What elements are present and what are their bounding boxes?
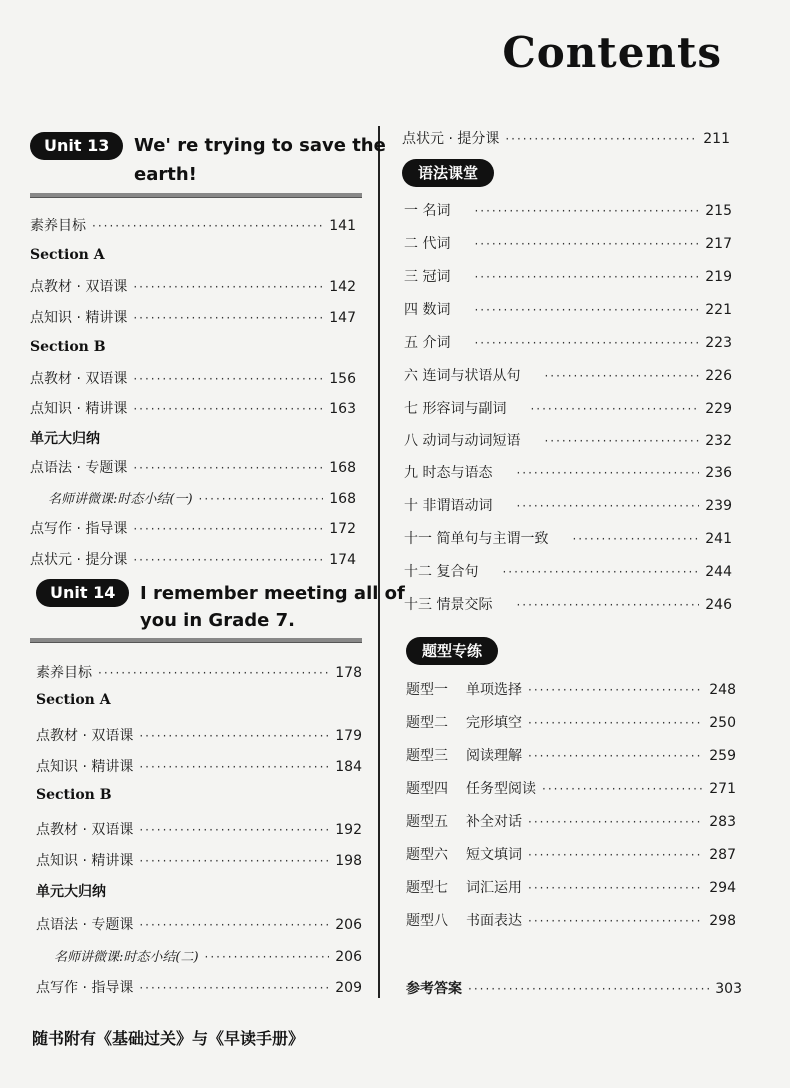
unit14-badge: Unit 14	[36, 579, 129, 607]
dot-leader	[530, 402, 699, 416]
toc-entry-page: 244	[705, 564, 732, 580]
toc-entry-page: 206	[335, 917, 362, 933]
dot-leader	[528, 716, 703, 730]
toc-entry[interactable]	[30, 457, 356, 477]
toc-entry[interactable]	[30, 368, 356, 388]
toc-entry[interactable]	[30, 549, 356, 569]
toc-entry[interactable]	[30, 276, 356, 296]
toc-entry-label: 八 动词与动词短语	[404, 433, 521, 449]
toc-entry[interactable]	[404, 430, 732, 450]
toc-entry[interactable]	[404, 233, 732, 253]
toc-entry[interactable]	[404, 332, 732, 352]
toc-entry-page: 229	[705, 401, 732, 417]
dot-leader	[528, 683, 703, 697]
toc-entry[interactable]	[404, 561, 732, 581]
toc-entry[interactable]	[30, 307, 356, 327]
toc-entry[interactable]	[406, 844, 736, 864]
column-divider	[378, 126, 380, 998]
toc-entry-page: 248	[709, 682, 736, 698]
toc-entry-label: 点知识 · 精讲课	[36, 853, 134, 869]
toc-entry-name: 补全对话	[466, 814, 522, 830]
section-heading: Section B	[30, 339, 106, 355]
section-heading: Section A	[30, 247, 105, 263]
dot-leader	[474, 204, 699, 218]
toc-entry[interactable]	[404, 495, 732, 515]
toc-entry-label: 点状元 · 提分课	[402, 131, 500, 147]
toc-entry[interactable]	[36, 977, 362, 997]
dot-leader	[516, 598, 699, 612]
toc-entry[interactable]	[54, 946, 362, 965]
toc-entry[interactable]	[402, 128, 730, 148]
toc-entry-label: 一 名词	[404, 203, 451, 219]
dot-leader	[133, 553, 323, 567]
toc-entry-name: 单项选择	[466, 682, 522, 698]
toc-entry-name: 书面表达	[466, 913, 522, 929]
toc-entry-label: 点写作 · 指导课	[36, 980, 134, 996]
dot-leader	[528, 749, 703, 763]
toc-entry-label: 点知识 · 精讲课	[30, 310, 128, 326]
toc-entry[interactable]	[36, 914, 362, 934]
dot-leader	[139, 729, 329, 743]
toc-entry[interactable]	[406, 712, 736, 732]
dot-leader	[516, 499, 699, 513]
toc-entry-label: 题型一	[406, 682, 448, 698]
toc-entry-label: 题型六	[406, 847, 448, 863]
toc-entry[interactable]	[36, 662, 362, 682]
page-title: Contents	[502, 28, 722, 77]
dot-leader	[474, 270, 699, 284]
toc-entry-label: 素养目标	[36, 665, 92, 681]
section-heading: Section B	[36, 787, 112, 803]
toc-entry-page: 211	[703, 131, 730, 147]
toc-entry-page: 226	[705, 368, 732, 384]
dot-leader	[516, 466, 699, 480]
toc-entry-label: 题型八	[406, 913, 448, 929]
toc-entry-label: 十一 简单句与主谓一致	[404, 531, 549, 547]
toc-entry[interactable]	[30, 215, 356, 235]
toc-entry-label: 参考答案	[406, 981, 462, 997]
toc-entry[interactable]	[406, 679, 736, 699]
toc-entry-label: 十三 情景交际	[404, 597, 493, 613]
toc-entry-page: 223	[705, 335, 732, 351]
toc-entry-page: 221	[705, 302, 732, 318]
toc-entry[interactable]	[36, 725, 362, 745]
toc-entry-label: 题型二	[406, 715, 448, 731]
toc-entry-page: 147	[329, 310, 356, 326]
toc-entry-name: 短文填词	[466, 847, 522, 863]
toc-entry-label: 题型四	[406, 781, 448, 797]
toc-entry-label: 点教材 · 双语课	[30, 279, 128, 295]
dot-leader	[468, 982, 709, 996]
toc-entry-page: 168	[329, 460, 356, 476]
toc-entry[interactable]	[406, 745, 736, 765]
dot-leader	[133, 280, 323, 294]
toc-entry-page: 294	[709, 880, 736, 896]
dot-leader	[474, 303, 699, 317]
footer-note: 随书附有《基础过关》与《早读手册》	[32, 1029, 305, 1048]
unit14-title-line1: I remember meeting all of	[140, 583, 405, 604]
toc-entry[interactable]	[404, 200, 732, 220]
toc-entry-page: 141	[329, 218, 356, 234]
toc-entry[interactable]	[404, 462, 732, 482]
unit13-title-line2: earth!	[134, 164, 197, 185]
toc-entry[interactable]	[404, 266, 732, 286]
toc-entry-page: 250	[709, 715, 736, 731]
toc-entry-page: 246	[705, 597, 732, 613]
toc-entry-name: 词汇运用	[466, 880, 522, 896]
toc-entry-name: 完形填空	[466, 715, 522, 731]
dot-leader	[92, 219, 323, 233]
toc-entry-page: 298	[709, 913, 736, 929]
toc-entry-page: 206	[335, 949, 362, 965]
toc-entry-label: 十 非谓语动词	[404, 498, 493, 514]
section-heading: Section A	[36, 692, 111, 708]
toc-entry-page: 217	[705, 236, 732, 252]
toc-entry-label: 名师讲微课:时态小结(一)	[48, 492, 193, 507]
toc-entry[interactable]	[36, 819, 362, 839]
toc-entry-label: 点教材 · 双语课	[30, 371, 128, 387]
grammar-heading: 语法课堂	[402, 159, 494, 187]
toc-entry[interactable]	[36, 850, 362, 870]
toc-entry-label: 二 代词	[404, 236, 451, 252]
toc-entry-page: 283	[709, 814, 736, 830]
toc-entry-page: 178	[335, 665, 362, 681]
toc-entry-answers[interactable]	[406, 978, 742, 998]
dot-leader	[139, 760, 329, 774]
toc-entry-page: 259	[709, 748, 736, 764]
dot-leader	[505, 132, 697, 146]
toc-entry-page: 209	[335, 980, 362, 996]
toc-entry-label: 点知识 · 精讲课	[30, 401, 128, 417]
toc-entry-label: 点教材 · 双语课	[36, 728, 134, 744]
unit14-rule	[30, 638, 362, 643]
toc-entry-page: 232	[705, 433, 732, 449]
toc-entry[interactable]	[406, 778, 736, 798]
unit13-rule	[30, 193, 362, 198]
toc-entry-label: 题型五	[406, 814, 448, 830]
toc-entry[interactable]	[406, 910, 736, 930]
toc-entry-page: 239	[705, 498, 732, 514]
unit14-title-line2: you in Grade 7.	[140, 610, 295, 631]
dot-leader	[474, 336, 699, 350]
dot-leader	[544, 434, 699, 448]
dot-leader	[528, 848, 703, 862]
toc-entry-label: 点写作 · 指导课	[30, 521, 128, 537]
toc-entry-label: 题型七	[406, 880, 448, 896]
toc-entry-page: 241	[705, 531, 732, 547]
toc-entry-page: 198	[335, 853, 362, 869]
toc-entry-label: 三 冠词	[404, 269, 451, 285]
toc-entry-name: 任务型阅读	[466, 781, 536, 797]
toc-entry-page: 174	[329, 552, 356, 568]
toc-entry-page: 172	[329, 521, 356, 537]
dot-leader	[542, 782, 703, 796]
toc-entry-label: 九 时态与语态	[404, 465, 493, 481]
toc-entry-page: 271	[709, 781, 736, 797]
toc-entry[interactable]	[404, 299, 732, 319]
toc-entry[interactable]	[36, 756, 362, 776]
toc-entry-page: 142	[329, 279, 356, 295]
dot-leader	[572, 532, 699, 546]
toc-entry-label: 点知识 · 精讲课	[36, 759, 134, 775]
unit13-badge: Unit 13	[30, 132, 123, 160]
toc-entry-name: 阅读理解	[466, 748, 522, 764]
toc-entry-label: 素养目标	[30, 218, 86, 234]
dot-leader	[98, 666, 329, 680]
toc-entry-page: 215	[705, 203, 732, 219]
dot-leader	[502, 565, 699, 579]
dot-leader	[544, 369, 699, 383]
toc-entry-page: 303	[715, 981, 742, 997]
dot-leader	[133, 311, 323, 325]
toc-entry-label: 点语法 · 专题课	[30, 460, 128, 476]
toc-entry[interactable]	[406, 811, 736, 831]
unit13-title-line1: We' re trying to save the	[134, 135, 386, 156]
toc-entry-label: 七 形容词与副词	[404, 401, 507, 417]
toc-entry-label: 点教材 · 双语课	[36, 822, 134, 838]
toc-entry-page: 179	[335, 728, 362, 744]
toc-entry-label: 名师讲微课:时态小结(二)	[54, 950, 199, 965]
toc-entry-label: 六 连词与状语从句	[404, 368, 521, 384]
toc-entry-page: 156	[329, 371, 356, 387]
dot-leader	[474, 237, 699, 251]
toc-entry[interactable]	[30, 398, 356, 418]
dot-leader	[528, 881, 703, 895]
toc-entry-label: 点状元 · 提分课	[30, 552, 128, 568]
toc-entry-page: 192	[335, 822, 362, 838]
dot-leader	[133, 402, 323, 416]
dot-leader	[528, 914, 703, 928]
dot-leader	[139, 854, 329, 868]
toc-entry-page: 219	[705, 269, 732, 285]
question-types-heading: 题型专练	[406, 637, 498, 665]
toc-entry-page: 163	[329, 401, 356, 417]
toc-entry-label: 五 介词	[404, 335, 451, 351]
dot-leader	[139, 918, 329, 932]
toc-entry-label: 题型三	[406, 748, 448, 764]
toc-entry[interactable]	[404, 594, 732, 614]
toc-entry-page: 184	[335, 759, 362, 775]
toc-entry-page: 168	[329, 491, 356, 507]
dot-leader	[199, 492, 324, 506]
dot-leader	[528, 815, 703, 829]
dot-leader	[139, 981, 329, 995]
toc-entry-label: 四 数词	[404, 302, 451, 318]
section-heading: 单元大归纳	[36, 884, 106, 900]
section-heading: 单元大归纳	[30, 431, 100, 447]
toc-entry[interactable]	[48, 488, 356, 507]
toc-entry[interactable]	[404, 398, 732, 418]
dot-leader	[133, 461, 323, 475]
toc-entry-label: 点语法 · 专题课	[36, 917, 134, 933]
toc-entry-label: 十二 复合句	[404, 564, 479, 580]
toc-entry[interactable]	[406, 877, 736, 897]
toc-entry[interactable]	[404, 365, 732, 385]
dot-leader	[133, 372, 323, 386]
toc-entry[interactable]	[30, 518, 356, 538]
dot-leader	[205, 950, 330, 964]
toc-entry[interactable]	[404, 528, 732, 548]
dot-leader	[133, 522, 323, 536]
dot-leader	[139, 823, 329, 837]
toc-entry-page: 287	[709, 847, 736, 863]
toc-entry-page: 236	[705, 465, 732, 481]
